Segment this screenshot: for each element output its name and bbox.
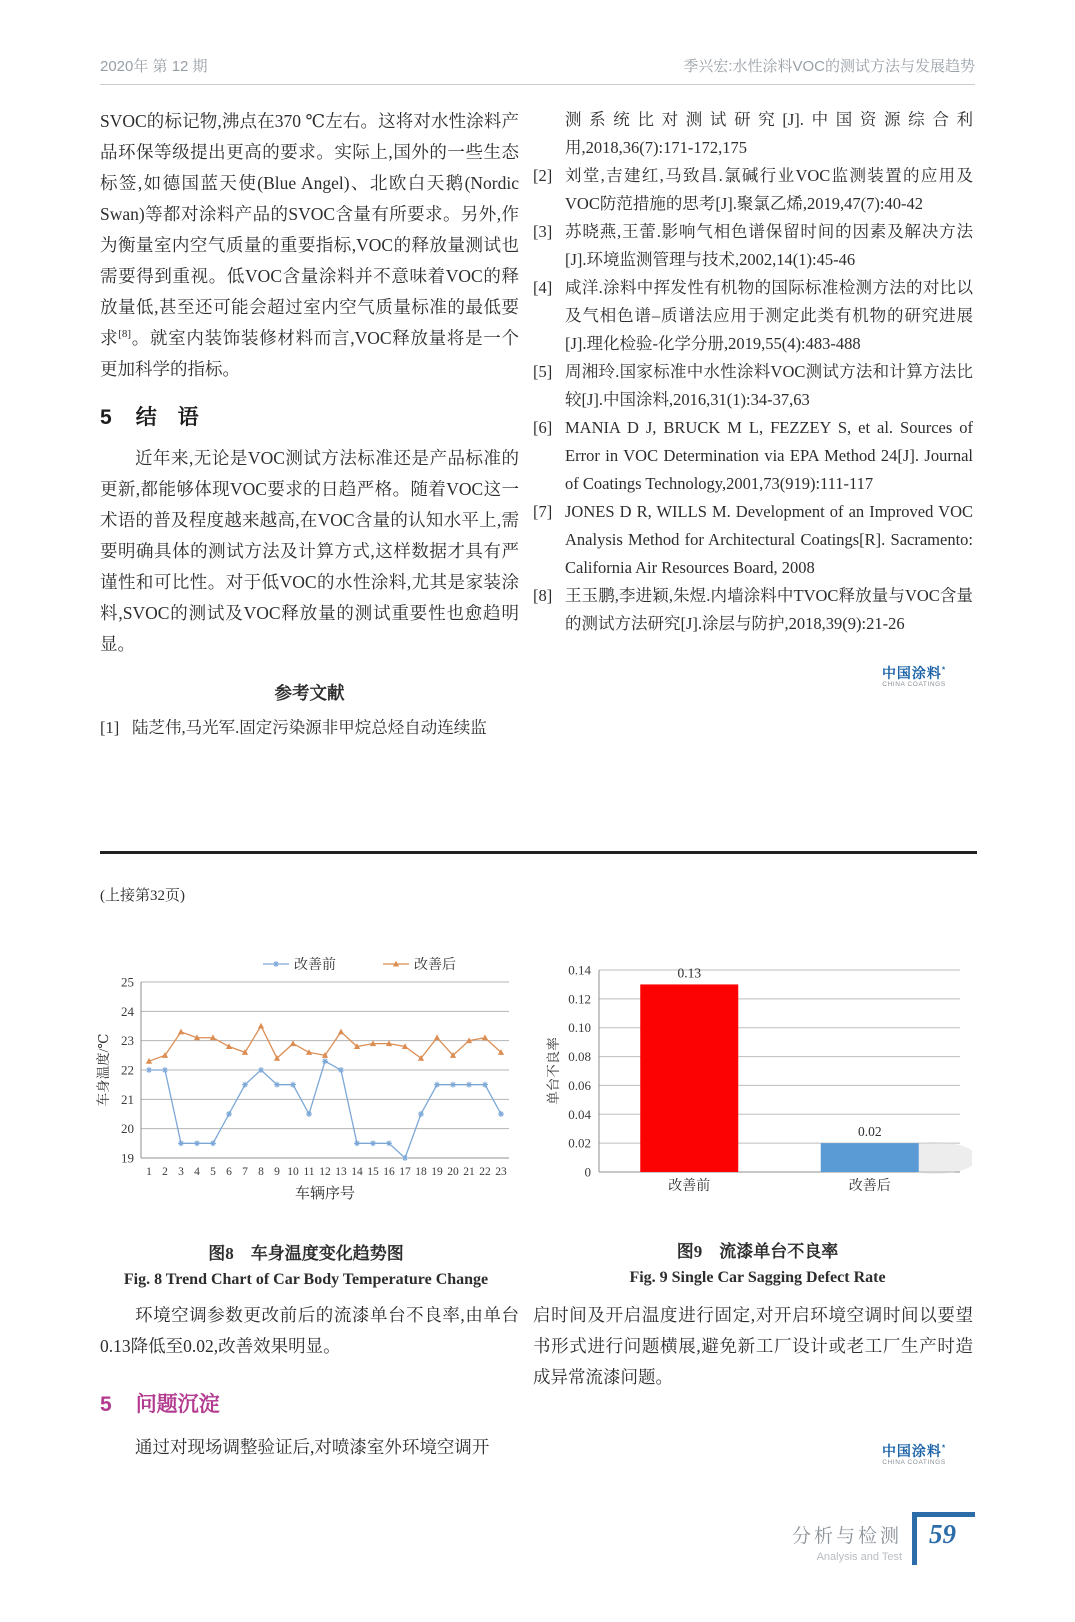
fig9-caption-zh: 图9 流漆单台不良率: [676, 1242, 839, 1261]
fig8-caption-en: Fig. 8 Trend Chart of Car Body Temperature Change: [123, 1271, 489, 1288]
reference-id: [533, 106, 565, 162]
reference-text: 咸洋.涂料中挥发性有机物的国际标准检测方法的对比以及气相色谱–质谱法应用于测定此类有机物的研究进展[J].理化检验-化学分册,2019,55(4):483-488: [565, 278, 973, 353]
reference-id: [8]: [533, 586, 553, 605]
svg-text:23: 23: [121, 1033, 134, 1049]
figure-8: [95, 952, 517, 1289]
china-coatings-logo: [856, 1444, 972, 1467]
paragraph-problem-continued: 启时间及开启温度进行固定,对开启环境空调时间以要望书形式进行问题横展,避免新工厂设计或老工厂生产时造成异常流漆问题。: [533, 1305, 973, 1387]
header-running-title: 季兴宏:水性涂料VOC的测试方法与发展趋势: [683, 58, 975, 75]
reference-id: [5]: [533, 362, 553, 381]
svg-text:0.08: 0.08: [568, 1049, 591, 1065]
section-heading-problem: [100, 1388, 519, 1418]
svg-text:14: 14: [351, 1166, 363, 1178]
paragraph-svoc-text-end: 。就室内装饰装修材料而言,VOC释放量将是一个更加科学的指标。: [100, 328, 520, 379]
svg-text:23: 23: [495, 1166, 507, 1178]
svg-text:0.04: 0.04: [568, 1106, 591, 1122]
figure-9: [543, 950, 972, 1287]
logo-reg-mark: *: [941, 1443, 947, 1453]
left-column: [100, 106, 519, 743]
china-coatings-logo: [856, 666, 972, 689]
reference-id: [7]: [533, 502, 553, 521]
reference-text: MANIA D J, BRUCK M L, FEZZEY S, et al. Sources of Error in VOC Determination via EPA Method 24[J]. Journal of Coatings Technology,2001,73(919):111-117: [565, 418, 973, 493]
reference-item: [533, 582, 973, 638]
svg-text:6: 6: [226, 1166, 232, 1178]
references-heading: 参考文献: [274, 683, 345, 703]
page-number-badge: [912, 1512, 975, 1565]
continuation-note: (上接第32页): [100, 888, 185, 904]
reference-item: [533, 498, 973, 582]
section-title: 结 语: [135, 406, 199, 429]
page-number: 59: [929, 1519, 956, 1549]
logo-reg-mark: *: [941, 665, 947, 675]
paragraph-svoc-text: SVOC的标记物,沸点在370 ℃左右。这将对水性涂料产品环保等级提出更高的要求。实际上,国外的一些生态标签,如德国蓝天使(Blue Angel)、北欧白天鹅(Nordic Swan)等都对涂料产品的SVOC含量有所要求。另外,作为衡量室内空气质量的重要指标,VOC的释放量测试也需要得到重视。低VOC含量涂料并不意味着VOC的释放量低,甚至还可能会超过室内空气质量标准的最低要求: [100, 111, 519, 348]
reference-id: [2]: [533, 166, 553, 185]
svg-text:0.02: 0.02: [568, 1135, 591, 1151]
reference-id: [4]: [533, 278, 553, 297]
reference-text: 周湘玲.国家标准中水性涂料VOC测试方法和计算方法比较[J].中国涂料,2016,31(1):34-37,63: [565, 362, 973, 409]
svg-text:4: 4: [194, 1166, 200, 1178]
svg-text:12: 12: [319, 1166, 331, 1178]
svg-text:24: 24: [121, 1003, 134, 1019]
svg-text:16: 16: [383, 1166, 395, 1178]
footer-section-zh: 分析与检测: [791, 1526, 902, 1547]
bottom-right-column: [533, 1300, 973, 1393]
fig8-caption-zh: 图8 车身温度变化趋势图: [208, 1244, 404, 1263]
reference-item: [100, 713, 519, 743]
logo-text-zh: 中国涂料*: [881, 1443, 947, 1459]
svg-text:0.10: 0.10: [568, 1020, 591, 1036]
svg-text:20: 20: [447, 1166, 459, 1178]
reference-text: 测系统比对测试研究[J].中国资源综合利用,2018,36(7):171-172,175: [565, 110, 973, 157]
svg-text:15: 15: [367, 1166, 379, 1178]
svg-text:10: 10: [287, 1166, 299, 1178]
reference-item: [533, 218, 973, 274]
svg-text:21: 21: [463, 1166, 475, 1178]
svg-text:13: 13: [335, 1166, 347, 1178]
section-number: 5: [100, 406, 112, 429]
svg-text:0.14: 0.14: [568, 962, 591, 978]
svg-text:7: 7: [242, 1166, 248, 1178]
reference-text: 苏晓燕,王蕾.影响气相色谱保留时间的因素及解决方法[J].环境监测管理与技术,2002,14(1):45-46: [565, 222, 973, 269]
svg-text:17: 17: [399, 1166, 411, 1178]
svg-text:22: 22: [121, 1062, 134, 1078]
paragraph-svoc: [100, 106, 519, 385]
reference-text: 陆芝伟,马光军.固定污染源非甲烷总烃自动连续监: [132, 718, 487, 737]
right-column: [533, 106, 973, 638]
header-issue: 2020年 第 12 期: [100, 58, 208, 75]
section-number: 5: [100, 1393, 112, 1416]
reference-item: [533, 162, 973, 218]
reference-text: JONES D R, WILLS M. Development of an Improved VOC Analysis Method for Architectural Coatings[R]. Sacramento: California Air Resources Board, 2008: [565, 502, 973, 577]
footer-section-name: [792, 1521, 902, 1565]
svg-text:22: 22: [479, 1166, 491, 1178]
reference-text: 王玉鹏,李进颖,朱煜.内墙涂料中TVOC释放量与VOC含量的测试方法研究[J].涂层与防护,2018,39(9):21-26: [565, 586, 973, 633]
reference-item: [533, 274, 973, 358]
reference-text: 刘堂,吉建红,马致昌.氯碱行业VOC监测装置的应用及VOC防范措施的思考[J].聚氯乙烯,2019,47(7):40-42: [565, 166, 973, 213]
fig9-caption-en: Fig. 9 Single Car Sagging Defect Rate: [629, 1269, 886, 1286]
svg-text:21: 21: [121, 1091, 134, 1107]
svg-text:11: 11: [303, 1166, 315, 1178]
footer-section-en: Analysis and Test: [816, 1551, 902, 1563]
svg-text:2: 2: [162, 1166, 168, 1178]
svg-text:18: 18: [415, 1166, 427, 1178]
page-header: [100, 55, 975, 76]
header-rule: [100, 84, 975, 85]
page-footer: [760, 1512, 975, 1565]
svg-text:改善前: 改善前: [668, 1179, 711, 1194]
svg-text:车辆序号: 车辆序号: [294, 1186, 356, 1202]
logo-text-zh: 中国涂料*: [881, 665, 947, 681]
svg-text:0: 0: [584, 1164, 591, 1180]
svg-text:9: 9: [274, 1166, 280, 1178]
reference-id: [3]: [533, 222, 553, 241]
section-title: 问题沉淀: [135, 1393, 220, 1416]
svg-text:0.12: 0.12: [568, 991, 591, 1007]
svg-text:单台不良率: 单台不良率: [546, 1037, 561, 1105]
citation-superscript: [8]: [118, 328, 132, 341]
svg-text:0.06: 0.06: [568, 1077, 591, 1093]
svg-text:1: 1: [146, 1166, 152, 1178]
section-divider-rule: [100, 851, 977, 854]
bottom-left-column: [100, 1300, 519, 1463]
svg-text:5: 5: [210, 1166, 216, 1178]
svg-text:25: 25: [121, 974, 134, 990]
reference-id: [6]: [533, 418, 553, 437]
logo-text-en: CHINA COATINGS: [882, 1459, 946, 1467]
svg-text:20: 20: [121, 1121, 134, 1137]
svg-text:8: 8: [258, 1166, 264, 1178]
reference-item: [533, 358, 973, 414]
fig8-line-chart: [95, 952, 517, 1220]
svg-text:19: 19: [431, 1166, 443, 1178]
paragraph-defect-rate: 环境空调参数更改前后的流漆单台不良率,由单台0.13降低至0.02,改善效果明显。: [100, 1305, 519, 1356]
logo-text-en: CHINA COATINGS: [882, 681, 946, 689]
svg-text:改善后: 改善后: [414, 958, 456, 973]
reference-item: [533, 106, 973, 162]
section-heading-conclusion: [100, 401, 519, 431]
svg-text:0.13: 0.13: [677, 965, 702, 981]
svg-text:改善后: 改善后: [848, 1179, 891, 1194]
fig9-bar-chart: [543, 950, 972, 1204]
reference-id: [1]: [100, 718, 120, 737]
svg-text:19: 19: [121, 1150, 134, 1166]
paragraph-problem-start: 通过对现场调整验证后,对喷漆室外环境空调开: [135, 1437, 490, 1457]
paragraph-conclusion: 近年来,无论是VOC测试方法标准还是产品标准的更新,都能够体现VOC要求的日趋严格。随着VOC这一术语的普及程度越来越高,在VOC含量的认知水平上,需要明确具体的测试方法及计算方式,这样数据才具有严谨性和可比性。对于低VOC的水性涂料,尤其是家装涂料,SVOC的测试及VOC释放量的测试重要性也愈趋明显。: [100, 448, 519, 654]
svg-text:改善前: 改善前: [294, 958, 336, 973]
svg-text:3: 3: [178, 1166, 184, 1178]
svg-text:0.02: 0.02: [857, 1124, 882, 1140]
svg-text:车身温度/℃: 车身温度/℃: [96, 1033, 111, 1107]
reference-item: [533, 414, 973, 498]
